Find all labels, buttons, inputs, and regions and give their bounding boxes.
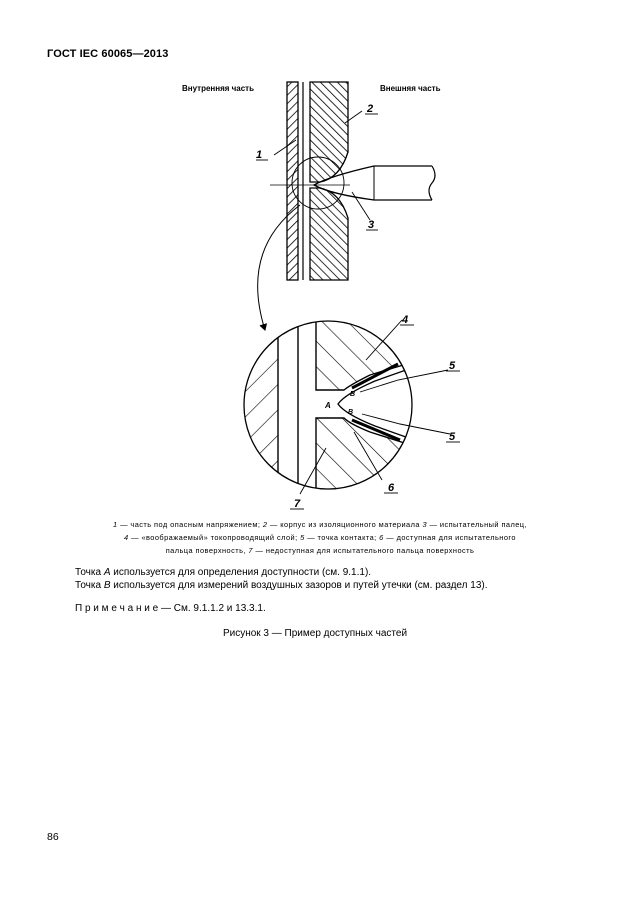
point-b-upper-label: B	[350, 391, 356, 398]
legend-line-3: пальца поверхность, 7 — недоступная для испытательного пальца поверхность	[165, 546, 475, 555]
paragraph-point-b: Точка B используется для измерений воздушных зазоров и путей утечки (см. раздел 13).	[75, 580, 488, 591]
figure-legend	[70, 518, 570, 557]
callout-4: 4	[402, 314, 409, 326]
callout-2: 2	[367, 103, 374, 115]
inner-part-label: Внутренняя часть	[182, 84, 255, 93]
enclosure-2-lower	[310, 188, 348, 280]
enclosure-2-upper	[310, 82, 348, 182]
callout-3: 3	[368, 219, 375, 231]
callout-5a: 5	[449, 360, 456, 372]
callout-7: 7	[294, 498, 301, 510]
note-text: — См. 9.1.1.2 и 13.3.1.	[158, 603, 266, 614]
magnified-view	[240, 318, 450, 498]
figure-caption: Рисунок 3 — Пример доступных частей	[222, 628, 408, 639]
note-label: П р и м е ч а н и е	[75, 603, 159, 614]
top-cross-section	[270, 82, 435, 280]
note	[75, 603, 266, 614]
page-number: 86	[47, 831, 59, 843]
document-header: ГОСТ IEC 60065—2013	[47, 48, 169, 60]
legend-line-1: 1 — часть под опасным напряжением; 2 — корпус из изоляционного материала 3 — испытательный палец,	[113, 520, 527, 529]
outer-part-label: Внешняя часть	[380, 84, 441, 93]
legend-line-2: 4 — «воображаемый» токопроводящий слой; 5 — точка контакта; 6 — доступная для испытательного	[124, 533, 516, 542]
point-b-lower-label: B	[348, 409, 354, 416]
paragraph-point-a: Точка A используется для определения доступности (см. 9.1.1).	[75, 567, 372, 578]
point-a-label: A	[325, 401, 331, 410]
callout-5b: 5	[449, 431, 456, 443]
callout-6: 6	[388, 482, 395, 494]
callout-1: 1	[256, 149, 263, 161]
